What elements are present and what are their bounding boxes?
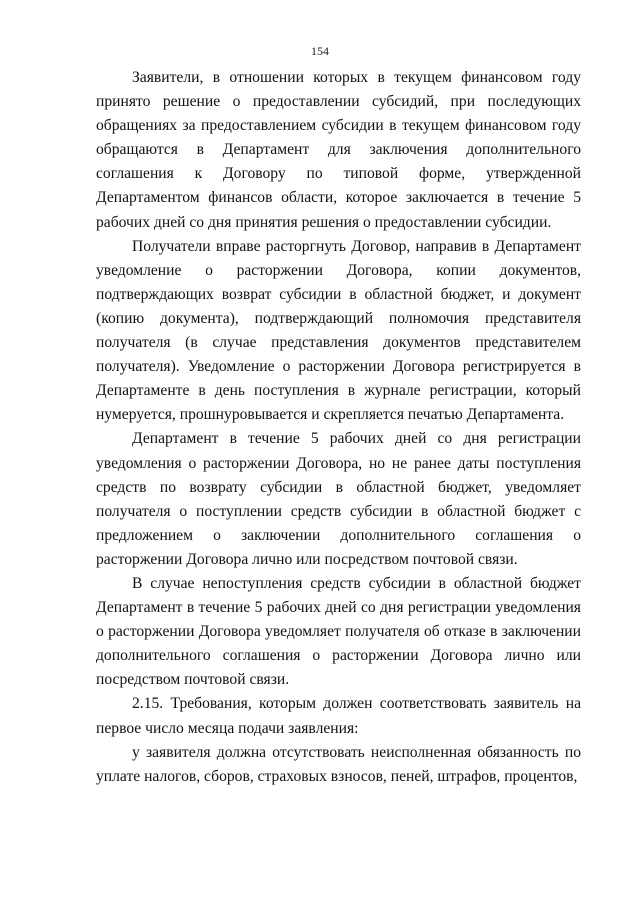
paragraph-department-notification: Департамент в течение 5 рабочих дней со дня регистрации уведомления о расторжении Договора, но не ранее даты поступления средств по возврату субсидии в областной бюджет, уведомляет получателя о поступлении средств субсидии в областной бюджет с предложением о заключении дополнительного соглашения о расторжении Договора лично или посредством почтовой связи. [96,430,581,568]
page-number: 154 [311,44,329,58]
paragraph-non-receipt-of-funds: В случае непоступления средств субсидии в областной бюджет Департамент в течение 5 рабочих дней со дня регистрации уведомления о расторжении Договора уведомляет получателя об отказе в заключении дополнительного соглашения о расторжении Договора лично или посредством почтовой связи. [96,574,581,689]
paragraph-section-2-15-heading: 2.15. Требования, которым должен соответствовать заявитель на первое число месяца подачи заявления: [96,695,581,737]
document-body [96,66,581,789]
paragraph-contract-termination: Получатели вправе расторгнуть Договор, направив в Департамент уведомление о расторжении Договора, копии документов, подтверждающих возврат субсидии в областной бюджет, и документ (копию документа), подтверждающий полномочия представителя получателя (в случае представления документов представителем получателя). Уведомление о расторжении Договора регистрируется в Департаменте в день поступления в журнале регистрации, который нумеруется, прошнуровывается и скрепляется печатью Департамента. [96,237,581,424]
paragraph-tax-obligations: у заявителя должна отсутствовать неисполненная обязанность по уплате налогов, сборов, страховых взносов, пеней, штрафов, процентов, [96,743,581,785]
paragraph-subsequent-applications: Заявители, в отношении которых в текущем финансовом году принято решение о предоставлении субсидий, при последующих обращениях за предоставлением субсидии в текущем финансовом году обращаются в Департамент для заключения дополнительного соглашения к Договору по типовой форме, утвержденной Департаментом финансов области, которое заключается в течение 5 рабочих дней со дня принятия решения о предоставлении субсидии. [96,69,581,231]
